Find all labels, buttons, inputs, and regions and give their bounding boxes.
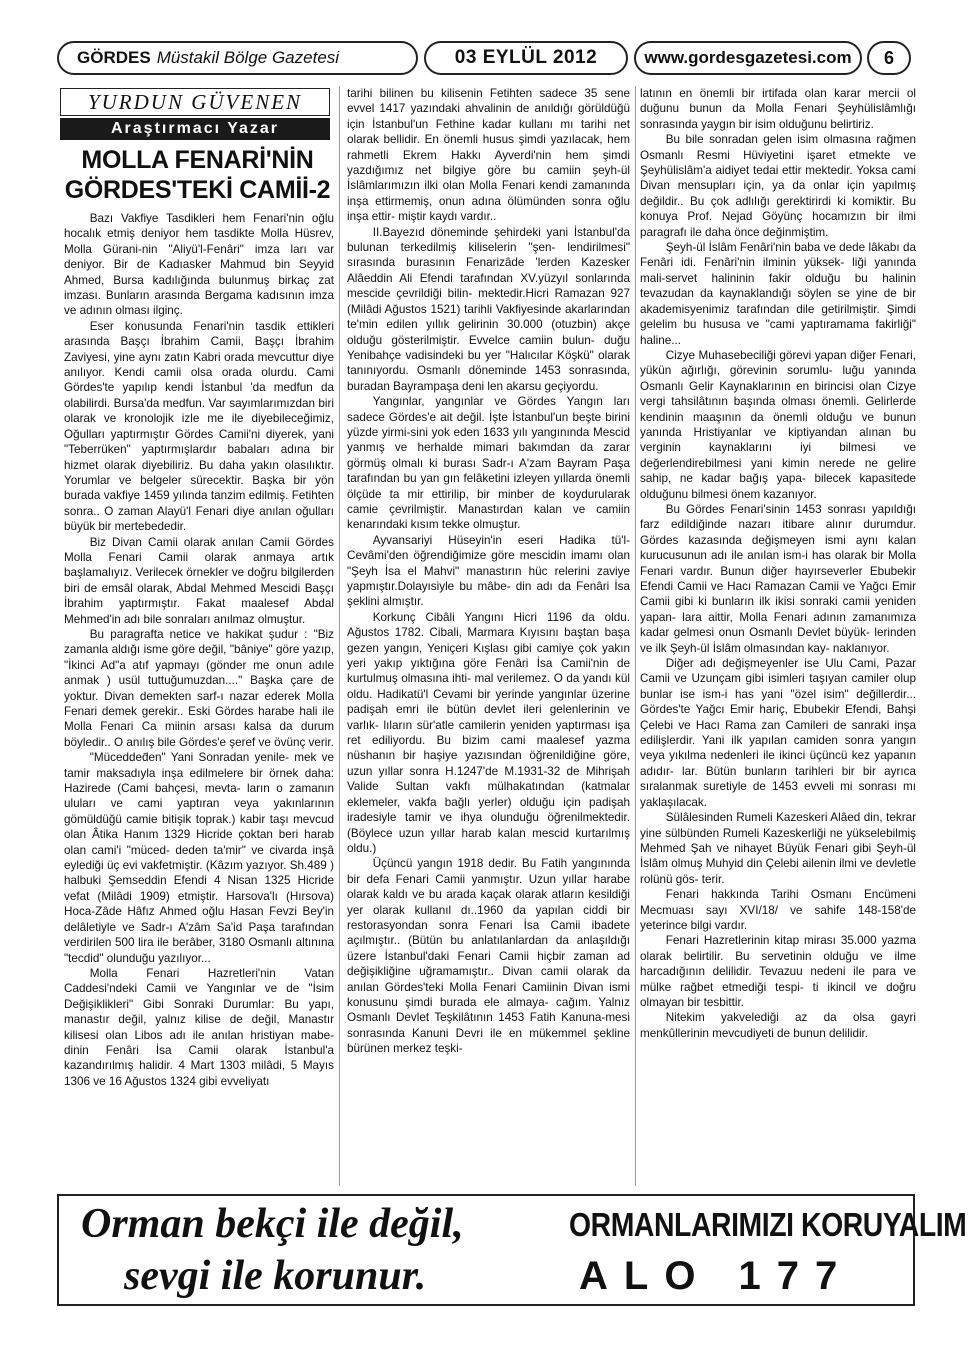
newspaper-brand (57, 41, 418, 75)
paragraph: "Mücedded̄en" Yani Sonradan yenile- mek ve tamir maksadıyla inşa edilmelere bir örnek daha: Hazirede (Cami bahçesi, mevta- ların o zamanın uluları ve cami yaptıran veya yakınlarının gömüldüğü camie bitişik toprak.) kabir taşı mevcud olan Âtika Hanım 1329 Hicride çoktan beri harab olan cami'i "müced- deden ta'mir" ve civarda inşâ eylediği üç evi vakfetmiştir. (Kâzım yazıyor. Sh.489 ) halbuki Şemseddin Efendi 4 Nisan 1325 Hicride vefat (Milâdi 1909) etmiştir. Harsova'lı (Hırsova) Hoca-Zâde Hâfız Ahmed oğlu Hasan Fevzi Bey'in delâletiyle ve Sadr-ı A'zâm Sa'id Paşa tarafından verdirilen 500 lira ile berâber, 3180 Osmanlı altınına "tecdid" olunduğu yazılıyor... (64, 751, 334, 965)
paragraph: Bu paragrafta netice ve hakikat şudur : "Biz zamanla aldığı isme göre değil, "bâniye" göre yazıp, "İkinci Ad"a atıf yapmayı (gönder me onun adıle anmak ) usül tuttuğumuzdan...." Başka çare de yoktur. Divan demekten sarf-ı nazar ederek Molla Fenari demek gerekir.. Eski Gördes harabe hali ile Molla Fenari Ca miinin arsası kalsa da durum böyledir.. O anılış bile Gördes'e şeref ve övünç verir. (64, 627, 334, 749)
author-name: YURDUN GÜVENEN (60, 88, 330, 116)
paragraph: II.Bayezıd döneminde şehirdeki yani İstanbul'da bulunan terkedilmiş kiliselerin "şen- lendirilmesi" sırasında burasının Fenarizâde 'lerden Kazesker Alâeddin Ali Efendi tarafından XV.yüzyıl sonlarında mescide çevrildiği bilin- mektedir.Hicri Ramazan 927 (Milâdi Ağustos 1521) tarihli Vakfiyesinde akarlarından te'min edilen yıllık gelirinin 30.000 (otuzbin) akçe olduğu gösterilmiştir. Evvelce camiin bulun- duğu Yenibahçe vadisindeki bu yer "Halıcılar Köşkü" olarak tanınıyordu. Osmanlı döneminde 1453 sonrasında, buradan Bayrampaşa deni len akarsu geçiyordu. (347, 225, 630, 393)
paragraph: Korkunç Cibâli Yangını Hicri 1196 da oldu. Ağustos 1782. Cibali, Marmara Kıyısını baştan başa gezen yangın, Yeniçeri Kışlası gibi camiye çok yakın yeri yakıp yıktığına göre Fenâri İsa Camii'nin de kurtulmuş olmasına ihti- mal verilemez. O da yandı kül oldu. Hadikatü'l Cevami bir yerinde yangınlar üzerine padişah emri ile bütün devlet ileri gelenlerinin ve varlık- lıların sür'atle camilerin yeniden yaptırması işa ret ediliyordu. Bu bizim cami maalesef yazma nüshanın bir haşiye yazısından öğrenildiğine göre, uzun yıllar sonra H.1247'de M.1931-32 de Mihrişah Valide Sultan vakfı mülhakatından (katmalar eklemeler, vakfa bağlı yerler) olduğu için padişah iradesiyle tamir ve ihya olunduğu öğrenilmektedir.(Böylece uzun yıllar harab kalan mescid kurtarılmış oldu.) (347, 610, 630, 855)
paragraph: Yangınlar, yangınlar ve Gördes Yangın ları sadece Gördes'e ait değil. İşte İstanbul'un beşte birini yüzde yirmi-sini yok eden 1633 yılı yangınında Mescid yanmış ve herhalde mimari bakımdan da zarar görmüş olmalı ki burası Sadr-ı A'zam Bayram Paşa tarafından bu yan gın felâketini izleyen yıllarda önemli ölçüde ta mir ettirilip, bir minber de koydurularak camie çevrilmiştir. Manastırdan kalan ve camiin kenarındaki kısım tekke olmuştur. (347, 395, 630, 532)
banner-line-1: Orman bekçi ile değil, (81, 1201, 464, 1247)
article-title-line1: MOLLA FENARİ'NİN (81, 146, 314, 174)
banner-hotline: ALO 177 (579, 1254, 854, 1298)
article-column-3 (640, 86, 916, 1186)
banner-line-2: sevgi ile korunur. (124, 1253, 427, 1299)
paragraph: Molla Fenari Hazretleri'nin Vatan Caddesi'ndeki Camii ve Yangınlar ve de "İsim Değişiklikleri" Gibi Sonraki Durumlar: Bu yapı, manastır değil, yalnız kilise de değil, Manastır kilisesi olan Libos adı ile anılan hristiyan mabe- dinin Fenâri İsa Camii olarak İstanbul'a kazandırılmış halidir. 4 Mart 1303 milâdi, 5 Mayıs 1306 ve 16 Ağustos 1324 gibi evveliyatı (64, 966, 334, 1088)
issue-date: 03 EYLÜL 2012 (424, 41, 628, 75)
paragraph: Ayvansariyi Hüseyin'in eseri Hadika tü'l-Cevâmi'den öğrendiğimize göre mescidin imamı olan "Şeyh İsa el Mahvi" manastırın hüc relerini zaviye yapmıştır.Dolayısiyle bu mâbe- din adı da Fenâri İsa şeklini almıştır. (347, 533, 630, 609)
paragraph: Üçüncü yangın 1918 dedir. Bu Fatih yangınında bir defa Fenari Camii yanmıştır. Uzun yıllar harabe olarak kaldı ve bu arada kaçak olarak atların kesildiği yer olarak kullanıl dı..1960 da yapılan ciddi bir restorasyondan sonra Fenari İsa Camii ibadete açılmıştır.. (Bütün bu anlatılanlardan da anlaşıldığı üzere İstanbul'daki Fenari Camii hiçbir zaman ad değişikliğine uğramamıştır.. Divan camii olarak da anılan Gördes'teki Molla Fenari Camiinin Divan ismi konusunu şimdi burada ele almaya- cağım. Yalnız Osmanlı Devlet Teşkilâtının 1453 Fatih Kanuna-mesi sonrasında Kanuni Devri ile en mükemmel şekline bürünen merkez teşki- (347, 857, 630, 1056)
paragraph: Biz Divan Camii olarak anılan Camii Gördes Molla Fenari Camii olarak anmaya artık başlamalıyız. Verilecek örnekler ve doğru bilgilerden biri de emsâl olarak, Abdal Mehmed Mescidi Başçı İbrahim yaptırmıştır. Fakat maalesef Abdal Mehmed'in adı bile sonraları anılmaz olmuştur. (64, 535, 334, 626)
paragraph: Nitekim yakvelediği az da olsa gayri menkûllerinin mevcudiyeti de bunun delilidir. (640, 1011, 916, 1040)
brand-subtitle: Müstakil Bölge Gazetesi (156, 48, 340, 67)
paragraph: Bu bile sonradan gelen isim olmasına rağmen Osmanlı Resmi Hüviyetini işaret etmekte ve Şeyhülislâm'a aidiyet tedai ettir mektedir. Yoksa cami Divan mensupları için, ya da onlar için yapılmış değildir.. Bu çok adlılığı gerektirirdi ki komiktir. Bu konuya Prof. Nejad Göyünç hocamızın bir ilmi paragrafı ile daha önce değinmiştim. (640, 133, 916, 239)
column-divider (635, 86, 636, 1186)
paragraph: Eser konusunda Fenari'nin tasdik ettikleri arasında Başçı İbrahim Camii, Başçı İbrahim Zaviyesi, yine aynı zatın Kabri orada mevcuttur diye anılıyor. Kendi camii olsa orada olurdu. Cami Gördes'te yapılıp kendi İstanbul 'da medfun da olabilirdi. Bursa'da medfun. Var sayımlarımızdan biri olarak ve kronolojik izle me ile diyebileceğimiz, Oğulları yaptırmıştır Gördes Camii'ni diyerek, yani "Teberrüken" yaptırmışlardır babaları adına bir hizmet olarak diyebiliriz. Bu daha yakın olasılıktır. Yorumlar ve belgeler sürecektir. Başka bir yön burada vakfiye 1459 yılında tanzim edilmiş. Fetihten sonra.. O zaman Alayü'l Fenari diye anılan oğulları büyük bir mertebededir. (64, 319, 334, 534)
paragraph: Fenari hakkında Tarihi Osmanı Encümeni Mecmuası sayı XVI/18/ ve sahife 148-158'de yeterince bilgi vardır. (640, 888, 916, 932)
paragraph: Diğer adı değişmeyenler ise Ulu Cami, Pazar Camii ve Uzunçam gibi isimleri taşıyan camiler olup bunlar ise ism-i has yani "özel isim" değillerdir... Gördes'te Yağcı Emir hariç, Ebubekir Efendi, Bahşi Çelebi ve Hacı Rama zan Camileri de sanraki inşa edilişlerdir. Yani ilk yapılan camiden sonra yangın veya yıkılma nedenleri ile ikinci üçüncü kez yapanın adıdır- lar. Bütün bunların tarihleri bir bir ayrıca sıralanmak suretiyle de 1453 evveli mi sonrası mı yaklaşılacak. (640, 657, 916, 809)
article-column-1 (64, 211, 334, 1186)
paragraph: Sülâlesinden Rumeli Kazeskeri Alâed din, tekrar yine sülbünden Rumeli Kazeskerliği ne yükselebilmiş Mehmed Şah ve nihayet Büyük Fenari gibi Şeyh-ül İslâm olmuş Muhyid din Çelebi ailenin ilmi ve devletle rolünü gös- terir. (640, 811, 916, 886)
banner-slogan: ORMANLARIMIZI KORUYALIM (569, 1206, 967, 1243)
article-title-line2: GÖRDES'TEKİ CAMİİ-2 (64, 176, 331, 204)
author-role: Araştırmacı Yazar (60, 118, 330, 140)
paragraph: Cizye Muhasebeciliği görevi yapan diğer Fenari, yükün ağırlığı, görevinin sorumlu- luğu yanında Osmanlı Gelir Kaynaklarının en birincisi olan Cizye vergi tahsilâtının başında olması önemli. Gelirlerde kendinin maaşının da önemli olduğu ve bunun yanında Hristiyanlar ve kiptiyandan alınan bu verginin kaynaklarını iyi bilmesi ve değerlendirebilmesi yani kimin nerede ne gelire sahip, ne kadar bağış yapa- bilecek kapasitede olduğunu bilmesi önem kazanıyor. (640, 348, 916, 501)
article-title (60, 145, 335, 205)
forest-protection-banner (57, 1194, 967, 1306)
paragraph: Fenari Hazretlerinin kitap mirası 35.000 yazma olarak belirtilir. Bu servetinin olduğu ve ilme harcadığının delilidir. Tevazuu nedeni ile para ve mülke rağbet etmediği tespi- ti ikincil ve doğru olmayan bir tesbittir. (640, 934, 916, 1009)
paragraph: Bu Gördes Fenari'sinin 1453 sonrası yapıldığı farz edildiğinde nazarı itibare alınır durumdur. Gördes kazasında değişmeyen ismi aynı kalan kurucusunun adı ile anılan ism-i has olarak bir Molla Fenari vardır. Bunun diğer hayırseverler Ebubekir Efendi Camii ve Hacı Ramazan Camii ve Yağcı Emir Camii gibi ki bunların ilk ikisi sonraki camii yeniden yapan- lara aittir, Molla Fenari adının zamanımıza kadar gelmesi onun Osmanlı Devlet büyük- lerinden ve ilk Şeyh-ül İslâm olmasından kay- naklanıyor. (640, 502, 916, 655)
website-link[interactable]: www.gordesgazetesi.com (634, 41, 862, 75)
page-number: 6 (867, 41, 911, 75)
paragraph: Bazı Vakfiye Tasdikleri hem Fenari'nin oğlu hocalık etmiş deniyor hem tasdikte Molla Hüsrev, Molla Gürani-nin "Aliyü'l-Fenâri" imza ları var deniyor. Bir de Kadıasker Mahmud bin Seyyid Ahmed, Bursa kadılığında bulunmuş birkaç zat imzası. Bunların arasında Bergama kadısının imza ve adının olması ilginç. (64, 212, 334, 318)
author-box (60, 88, 330, 138)
paragraph: Şeyh-ül İslâm Fenâri'nin baba ve dede lâkabı da Fenâri idi. Fenâri'nin ilminin yüksek- liği yanında mali-servet halininin fakir olduğu bu halinin tevazudan da kaynaklandığı söylen se yine de bir akademisyenimiz tarafından dile getirilmiştir. Şimdi gelelim bu hususa ve "cami yaptıramama fakirliği" haline... (640, 241, 916, 347)
article-column-2 (347, 86, 630, 1186)
paragraph: latının en önemli bir irtifada olan karar mercii ol duğunu bunun da Molla Fenari Şeyhülislâmlığı sonrasında yaygın bir isim olduğunu belirtiriz. (640, 87, 916, 131)
paragraph: tarihi bilinen bu kilisenin Fetihten sadece 35 sene evvel 1417 yazındaki ahvalinin de anıldığı görüldüğü için İstanbul'un Fethine kadar kullanı mı tarihi net olarak bellidir. En önemli husus şimdi yazılacak, hem rahmetli Ekrem Hakkı Ayverdi'nin hem şimdi yazdığımız net bilgiye göre bu camiin şeyh-ül İslâmlarımızın ilki olan Molla Fenari kendi zamanında inşa ettirmemiş, onun adına ölümünden sonra oğlu inşa ettir- miştir kaydı vardır.. (347, 87, 630, 224)
column-divider (339, 86, 340, 1186)
brand-name: GÖRDES (77, 48, 151, 67)
